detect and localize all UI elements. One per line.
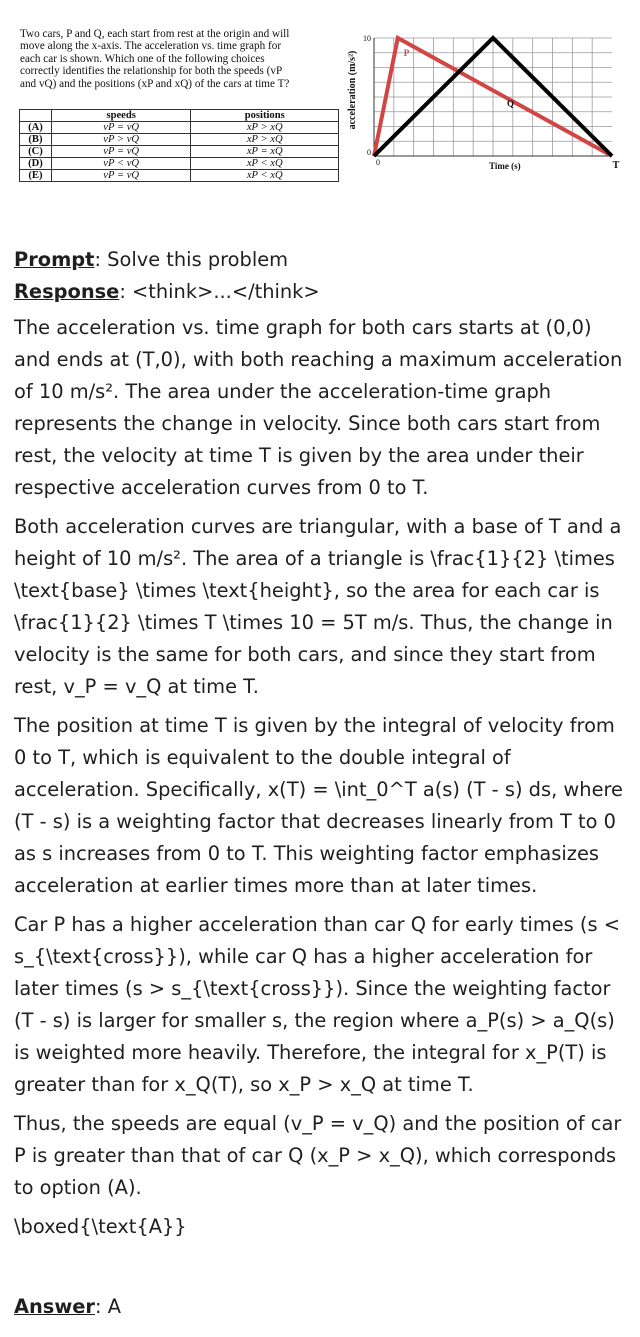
response-paragraph: Thus, the speeds are equal (v_P = v_Q) and the position of car P is greater than that of car Q (x_P > x_Q), which corresponds to option (A). <box>14 1112 622 1199</box>
response-paragraph: Car P has a higher acceleration than car Q for early times (s < s_{\text{cross}}), while car Q has a higher acceleration for later times (s > s_{\text{cross}}). Since the weighting factor (T - s) is larger for smaller s, the region where a_P(s) > a_Q(s) is weighted more heavily. Therefore, the integral for x_P(T) is greater than for x_Q(T), so x_P > x_Q at time T. <box>14 913 620 1096</box>
x-axis-label: Time (s) <box>489 161 521 171</box>
prompt-label: Prompt <box>14 248 95 271</box>
response-body <box>14 312 626 1243</box>
response-paragraph: Both acceleration curves are triangular, with a base of T and a height of 10 m/s². The area of a triangle is \frac{1}{2} \times \text{base} \times \text{height}, so the area for each car is \frac{1}{2} \times T \times 10 = 5T m/s. Thus, the change in velocity is the same for both cars, and since they start from rest, v_P = v_Q at time T. <box>14 515 622 698</box>
choice-speeds: vP = vQ <box>51 170 191 182</box>
question-line: Two cars, P and Q, each start from rest at the origin and will <box>20 28 290 40</box>
y-tick-label: 10 <box>363 34 371 43</box>
answer-choices-table <box>19 109 339 182</box>
question-line: correctly identifies the relationship for both the speeds (vP <box>20 65 283 78</box>
choice-speeds: vP = vQ <box>51 122 191 134</box>
series-label-q: Q <box>507 98 515 109</box>
choice-label: (B) <box>20 134 52 146</box>
answer-row <box>14 1293 121 1321</box>
answer-colon: : <box>94 1295 108 1318</box>
choice-label: (C) <box>20 146 52 158</box>
response-think: <think>...</think> <box>132 280 320 303</box>
table-row <box>20 122 339 134</box>
answer-label: Answer <box>14 1295 95 1318</box>
x-tick-label: T <box>612 160 620 171</box>
choice-label: (A) <box>20 122 52 134</box>
response-label: Response <box>14 280 120 303</box>
problem-image <box>0 0 640 225</box>
series-label-p: P <box>403 48 410 58</box>
question-text <box>20 28 338 90</box>
table-header-blank <box>20 110 52 122</box>
table-row <box>20 134 339 146</box>
question-line: move along the x-axis. The acceleration vs. time graph for <box>20 40 282 53</box>
response-paragraph: The position at time T is given by the integral of velocity from 0 to T, which is equivalent to the double integral of acceleration. Specifically, x(T) = \int_0^T a(s) (T - s) ds, where (T - s) is a weighting factor that decreases linearly from T to 0 as s increases from 0 to T. This weighting factor emphasizes acceleration at earlier times more than at later times. <box>14 714 623 897</box>
table-row <box>20 170 339 182</box>
choice-positions: xP > xQ <box>191 134 339 146</box>
choice-positions: xP < xQ <box>191 170 339 182</box>
choice-speeds: vP < vQ <box>51 158 191 170</box>
table-header-speeds: speeds <box>51 110 191 122</box>
x-tick-label: 0 <box>376 158 380 167</box>
choice-positions: xP = xQ <box>191 146 339 158</box>
response-paragraph: The acceleration vs. time graph for both cars starts at (0,0) and ends at (T,0), with both reaching a maximum acceleration of 10 m/s². The area under the acceleration-time graph represents the change in velocity. Since both cars start from rest, the velocity at time T is given by the area under their respective acceleration curves from 0 to T. <box>14 316 623 499</box>
question-line: each car is shown. Which one of the following choices <box>20 52 265 65</box>
chat-transcript <box>14 244 626 1243</box>
choice-label: (E) <box>20 170 52 182</box>
table-header-positions: positions <box>191 110 339 122</box>
prompt-text: Solve this problem <box>107 248 289 271</box>
acceleration-time-graph <box>344 28 634 193</box>
table-row <box>20 158 339 170</box>
response-boxed-answer: \boxed{\text{A}} <box>14 1215 187 1238</box>
prompt-row <box>14 244 626 276</box>
choice-speeds: vP = vQ <box>51 146 191 158</box>
answer-text: A <box>107 1295 121 1318</box>
choice-label: (D) <box>20 158 52 170</box>
table-row <box>20 146 339 158</box>
choice-positions: xP < xQ <box>191 158 339 170</box>
response-colon: : <box>119 280 133 303</box>
table-header-row <box>20 110 339 122</box>
choice-positions: xP > xQ <box>191 122 339 134</box>
choice-speeds: vP > vQ <box>51 134 191 146</box>
question-line: and vQ) and the positions (xP and xQ) of the cars at time T? <box>20 77 290 90</box>
prompt-colon: : <box>94 248 108 271</box>
y-axis-label: acceleration (m/s²) <box>347 50 358 130</box>
response-row <box>14 276 626 308</box>
y-tick-label: 0 <box>367 148 371 157</box>
